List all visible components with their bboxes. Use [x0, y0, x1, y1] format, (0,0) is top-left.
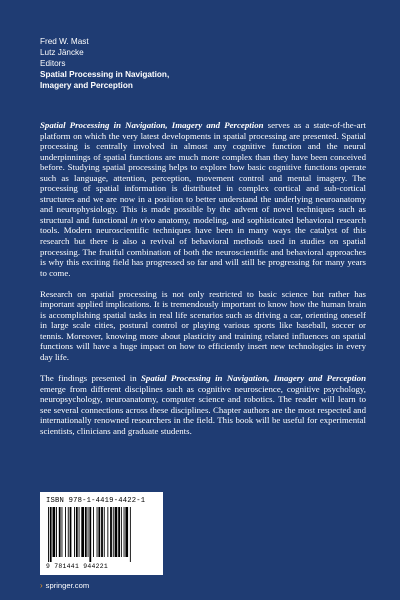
blurb-paragraph	[40, 120, 366, 278]
barcode-box	[40, 492, 163, 575]
book-title-inline: Spatial Processing in Navigation, Imagery and Perception	[141, 373, 366, 384]
chevron-right-icon: ›	[40, 580, 43, 590]
blurb-text: The findings presented in	[40, 373, 141, 384]
publisher-link[interactable]	[40, 581, 89, 590]
blurb-text: emerge from different disciplines such as cognitive neuroscience, cognitive psychology, neuropsychology, neuroanatomy, computer science and robotics. The reader will learn to see several connections across these disciplines. Chapter authors are the most respected and internationally renowned researchers in the field. This book will be useful for experimental scientists, clinicians and graduate students.	[40, 383, 366, 436]
front-matter	[40, 36, 300, 91]
book-title-line: Imagery and Perception	[40, 81, 133, 90]
book-title-inline: Spatial Processing in Navigation, Imagery and Perception	[40, 120, 264, 130]
in-vivo-term: in vivo	[130, 214, 156, 225]
barcode-icon	[46, 507, 158, 562]
editor-name: Fred W. Mast	[40, 37, 89, 46]
blurb	[40, 120, 366, 447]
blurb-text: serves as a state-of-the-art platform on which the very latest developments in spatial processing are presented. Spatial processing is centrally involved in almost any cognitive function and the neural underpinnings of spatial functions are much more complex than they have been conceived before. Studying spatial processing helps to explore how basic cognitive functions operate such as language, attention, perception, movement control and mental imagery. The processing of spatial information is distributed in complex cortical and sub-cortical structures and we are now in a position to better understand the underlying neuroanatomy and neurophysiology. This is made possible by the advent of novel techniques such as structural and functional	[40, 120, 366, 225]
editors-label: Editors	[40, 59, 66, 68]
isbn-label: ISBN 978-1-4419-4422-1	[46, 497, 146, 505]
blurb-paragraph	[40, 373, 366, 436]
book-title-line: Spatial Processing in Navigation,	[40, 70, 170, 79]
blurb-text: anatomy, modeling, and sophisticated behavioral research tools. Modern neuroscientific techniques have been in many ways the catalyst of this research but there is also a revival of behavioral methods used in studies on spatial processing. The fruitful combination of both the neuroscientific and behavioral approaches is why this exciting field has progressed so far and will still be progressing for many years to come.	[40, 214, 366, 278]
editor-name: Lutz Jäncke	[40, 48, 84, 57]
blurb-paragraph: Research on spatial processing is not only restricted to basic science but rather has important applied implications. It is tremendously important to know how the human brain is accomplishing spatial tasks in real life scenarios such as driving a car, orienting oneself in large scale cities, postural control or playing various sports like baseball, soccer or tennis. Moreover, knowing more about plasticity and training related influences on spatial functions will have a huge impact on how to efficiently insert new technologies in every day life.	[40, 288, 366, 362]
publisher-name: springer.com	[45, 581, 90, 590]
barcode-digits: 9 781441 944221	[46, 563, 109, 570]
